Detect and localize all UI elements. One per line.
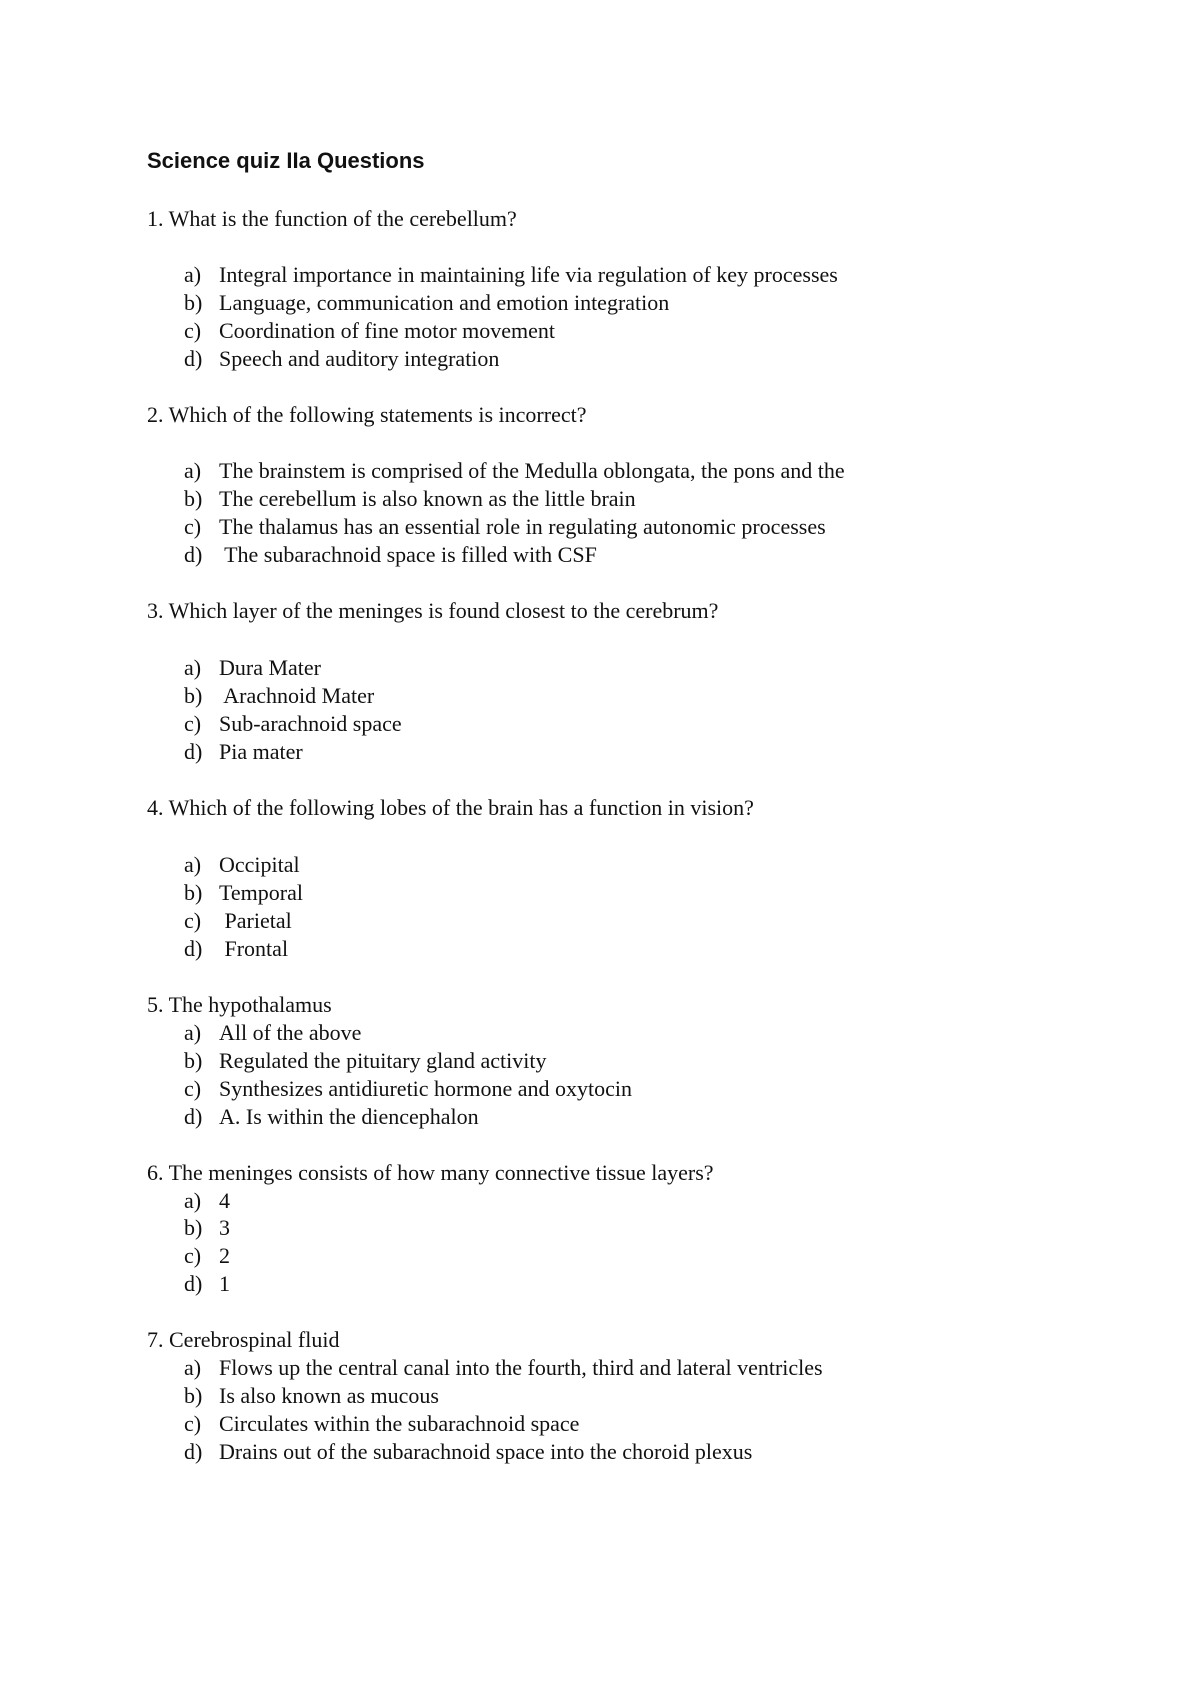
question-7-option-c-text: Circulates within the subarachnoid space xyxy=(219,1411,580,1436)
question-6-option-b-text: 3 xyxy=(219,1215,230,1240)
question-4-option-d-text: Frontal xyxy=(219,936,289,961)
question-7-option-a-marker: a) xyxy=(184,1355,202,1380)
question-4-option-b-text: Temporal xyxy=(219,880,303,905)
question-7-prompt: 7. Cerebrospinal fluid xyxy=(147,1327,340,1352)
question-6-option-d-marker: d) xyxy=(184,1271,203,1296)
question-3-option-b-text: Arachnoid Mater xyxy=(219,683,375,708)
question-6-prompt: 6. The meninges consists of how many connective tissue layers? xyxy=(147,1160,714,1185)
question-4-option-a-marker: a) xyxy=(184,852,202,877)
question-5-prompt: 5. The hypothalamus xyxy=(147,992,332,1017)
question-5-option-a-text: All of the above xyxy=(219,1020,362,1045)
question-3-option-c-text: Sub-arachnoid space xyxy=(219,711,402,736)
question-7-option-d-marker: d) xyxy=(184,1439,203,1464)
question-4-prompt: 4. Which of the following lobes of the brain has a function in vision? xyxy=(147,795,754,820)
question-5-option-b-text: Regulated the pituitary gland activity xyxy=(219,1048,547,1073)
question-2-option-b-text: The cerebellum is also known as the little brain xyxy=(219,486,636,511)
question-5-option-d-marker: d) xyxy=(184,1104,203,1129)
question-3-option-a-marker: a) xyxy=(184,655,202,680)
question-4-option-d-marker: d) xyxy=(184,936,203,961)
question-7-option-b-text: Is also known as mucous xyxy=(219,1383,439,1408)
question-2-option-d-text: The subarachnoid space is filled with CSF xyxy=(219,542,597,567)
question-1-option-c-text: Coordination of fine motor movement xyxy=(219,318,556,343)
question-2-option-c-marker: c) xyxy=(184,514,202,539)
question-2-option-c-text: The thalamus has an essential role in regulating autonomic processes xyxy=(219,514,826,539)
question-6-option-b-marker: b) xyxy=(184,1215,203,1240)
question-3-option-d-text: Pia mater xyxy=(219,739,303,764)
question-7-option-b-marker: b) xyxy=(184,1383,203,1408)
question-2-option-b-marker: b) xyxy=(184,486,203,511)
question-4-option-c-marker: c) xyxy=(184,908,202,933)
question-4-option-b-marker: b) xyxy=(184,880,203,905)
question-3-prompt: 3. Which layer of the meninges is found closest to the cerebrum? xyxy=(147,598,719,623)
question-2-option-a-marker: a) xyxy=(184,458,202,483)
question-1-option-b-text: Language, communication and emotion integration xyxy=(219,290,670,315)
question-3-option-a-text: Dura Mater xyxy=(219,655,322,680)
question-5-option-a-marker: a) xyxy=(184,1020,202,1045)
question-6-option-a-text: 4 xyxy=(219,1188,230,1213)
question-7-option-c-marker: c) xyxy=(184,1411,202,1436)
question-2-option-a-text: The brainstem is comprised of the Medulla oblongata, the pons and the xyxy=(219,458,845,483)
question-3-option-d-marker: d) xyxy=(184,739,203,764)
question-1-option-d-marker: d) xyxy=(184,346,203,371)
question-3-option-b-marker: b) xyxy=(184,683,203,708)
question-6-option-c-text: 2 xyxy=(219,1243,230,1268)
question-5-option-c-marker: c) xyxy=(184,1076,202,1101)
question-1-option-c-marker: c) xyxy=(184,318,202,343)
document-title: Science quiz IIa Questions xyxy=(147,148,425,173)
question-1-prompt: 1. What is the function of the cerebellum? xyxy=(147,206,517,231)
question-6-option-a-marker: a) xyxy=(184,1188,202,1213)
question-6-option-c-marker: c) xyxy=(184,1243,202,1268)
question-5-option-b-marker: b) xyxy=(184,1048,203,1073)
question-5-option-d-text: A. Is within the diencephalon xyxy=(219,1104,479,1129)
question-5-option-c-text: Synthesizes antidiuretic hormone and oxytocin xyxy=(219,1076,633,1101)
question-4-option-c-text: Parietal xyxy=(219,908,292,933)
question-7-option-a-text: Flows up the central canal into the fourth, third and lateral ventricles xyxy=(219,1355,823,1380)
question-4-option-a-text: Occipital xyxy=(219,852,300,877)
question-2-prompt: 2. Which of the following statements is incorrect? xyxy=(147,402,587,427)
question-1-option-b-marker: b) xyxy=(184,290,203,315)
question-1-option-a-text: Integral importance in maintaining life via regulation of key processes xyxy=(219,262,838,287)
question-2-option-d-marker: d) xyxy=(184,542,203,567)
question-1-option-a-marker: a) xyxy=(184,262,202,287)
question-3-option-c-marker: c) xyxy=(184,711,202,736)
question-1-option-d-text: Speech and auditory integration xyxy=(219,346,500,371)
question-6-option-d-text: 1 xyxy=(219,1271,230,1296)
question-7-option-d-text: Drains out of the subarachnoid space into the choroid plexus xyxy=(219,1439,753,1464)
